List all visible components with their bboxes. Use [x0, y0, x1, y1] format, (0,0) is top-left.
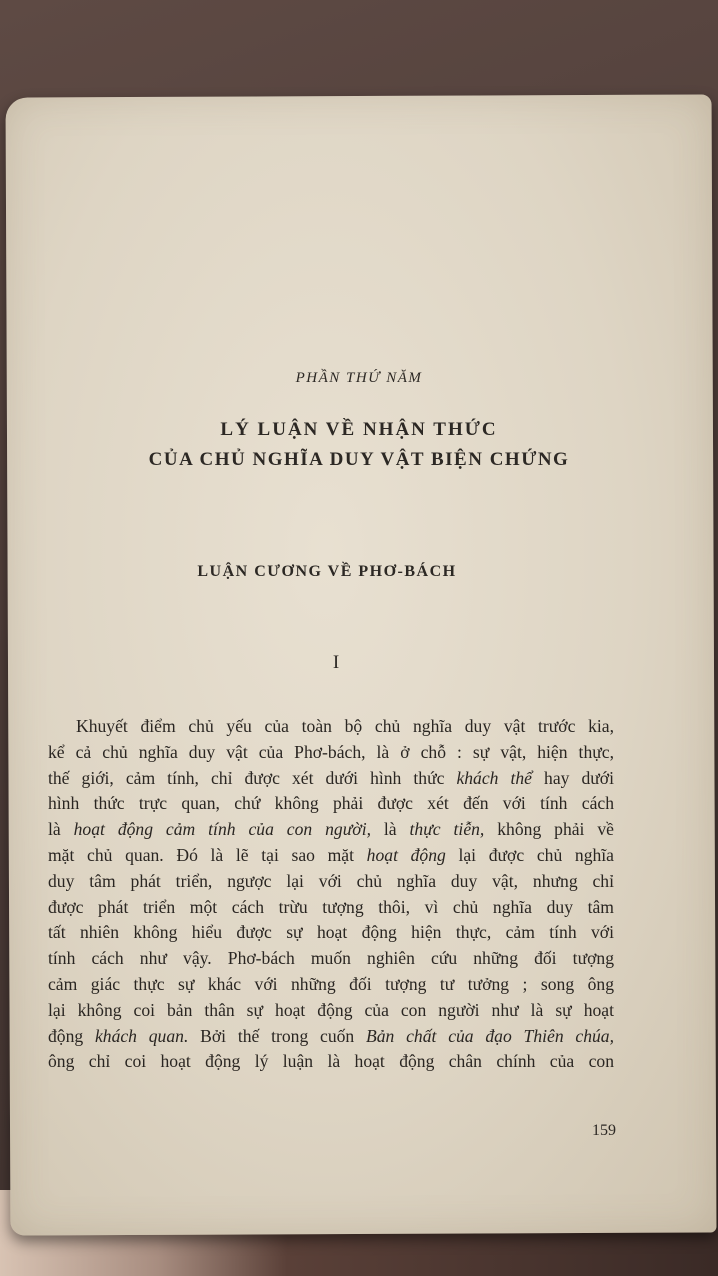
text-line: kể cả chủ nghĩa duy vật của Phơ-bách, là ở chỗ : sự vật, hiện thực, — [48, 741, 614, 762]
part-label: PHẦN THỨ NĂM — [295, 370, 423, 386]
section-title: LUẬN CƯƠNG VỀ PHƠ-BÁCH — [197, 563, 457, 580]
page-number: 159 — [592, 1122, 616, 1139]
chapter-title-line-2: CỦA CHỦ NGHĨA DUY VẬT BIỆN CHỨNG — [148, 449, 570, 470]
text-line: là hoạt động cảm tính của con người, là thực tiễn, không phải về — [48, 819, 614, 840]
text-line: duy tâm phát triển, ngược lại với chủ nghĩa duy vật, nhưng chỉ — [48, 870, 614, 891]
text-line: động khách quan. Bởi thế trong cuốn Bản chất của đạo Thiên chúa, — [48, 1025, 614, 1046]
text-line: mặt chủ quan. Đó là lẽ tại sao mặt hoạt động lại được chủ nghĩa — [48, 844, 614, 865]
text-line: hình thức trực quan, chứ không phải được xét đến với tính cách — [48, 793, 614, 814]
text-line: ông chỉ coi hoạt động lý luận là hoạt động chân chính của con — [48, 1051, 614, 1072]
text-line: cảm giác thực sự khác với những đối tượng tư tưởng ; song ông — [48, 973, 614, 994]
text-line: tất nhiên không hiểu được sự hoạt động hiện thực, cảm tính với — [48, 922, 614, 943]
chapter-title-line-1: LÝ LUẬN VỀ NHẬN THỨC — [220, 419, 498, 440]
section-number: I — [332, 652, 340, 673]
text-line: tính cách như vậy. Phơ-bách muốn nghiên cứu những đối tượng — [48, 948, 614, 969]
text-line: Khuyết điểm chủ yếu của toàn bộ chủ nghĩa duy vật trước kia, — [76, 716, 614, 736]
text-line: thế giới, cảm tính, chỉ được xét dưới hình thức khách thể hay dưới — [48, 767, 614, 788]
body-paragraph — [48, 714, 614, 1075]
text-line: lại không coi bản thân sự hoạt động của con người như là sự hoạt — [48, 999, 614, 1020]
text-line: được phát triển một cách trừu tượng thôi, vì chủ nghĩa duy tâm — [48, 896, 614, 917]
